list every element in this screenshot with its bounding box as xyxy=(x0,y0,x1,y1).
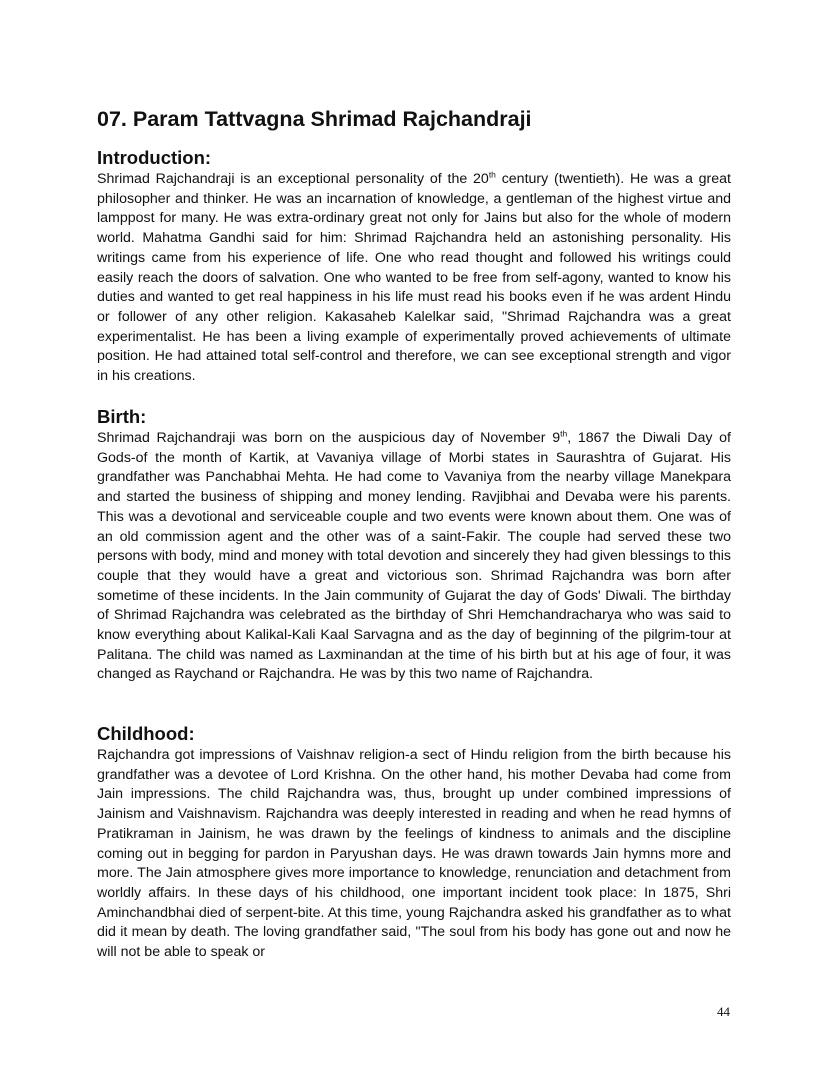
paragraph-text: Shrimad Rajchandraji is an exceptional personality of the 20 xyxy=(97,171,489,187)
superscript-text: th xyxy=(488,169,496,180)
chapter-title: 07. Param Tattvagna Shrimad Rajchandraji xyxy=(97,107,532,131)
paragraph-text: Shrimad Rajchandraji was born on the auspicious day of November 9 xyxy=(97,430,561,446)
superscript-text: th xyxy=(560,428,568,439)
paragraph-birth xyxy=(97,429,731,685)
paragraph-introduction xyxy=(97,170,731,387)
section-childhood xyxy=(97,721,731,963)
page-number: 44 xyxy=(717,1004,730,1019)
paragraph-text: century (twentieth). He was a great philosopher and thinker. He was an incarnation of knowledge, a gentleman of the highest virtue and lamppost for many. He was extra-ordinary great not only for Jains but also for the whole of modern world. Mahatma Gandhi said for him: Shrimad Rajchandra held an astonishing personality. His writings came from his experience of life. One who read thought and followed his writings could easily reach the doors of salvation. One who wanted to be free from self-agony, wanted to know his duties and wanted to get real happiness in his life must read his books even if he was ardent Hindu or follower of any other religion. Kakasaheb Kalelkar said, "Shrimad Rajchandra was a great experimentalist. He has been a living example of experimentally proved achievements of ultimate position. He had attained total self-control and therefore, we can see exceptional strength and vigor in his creations. xyxy=(97,171,731,385)
section-birth xyxy=(97,404,731,685)
paragraph-childhood: Rajchandra got impressions of Vaishnav religion-a sect of Hindu religion from the birth because his grandfather was a devotee of Lord Krishna. On the other hand, his mother Devaba had come from Jain impressions. The child Rajchandra was, thus, brought up under combined impressions of Jainism and Vaishnavism. Rajchandra was deeply interested in reading and when he read hymns of Pratikraman in Jainism, he was drawn by the feelings of kindness to animals and the discipline coming out in begging for pardon in Paryushan days. He was drawn towards Jain hymns more and more. The Jain atmosphere gives more importance to knowledge, renunciation and detachment from worldly affairs. In these days of his childhood, one important incident took place: In 1875, Shri Aminchandbhai died of serpent-bite. At this time, young Rajchandra asked his grandfather as to what did it mean by death. The loving grandfather said, "The soul from his body has gone out and now he will not be able to speak or xyxy=(97,747,731,961)
section-heading-birth: Birth: xyxy=(97,406,147,427)
section-heading-childhood: Childhood: xyxy=(97,723,195,744)
section-heading-introduction: Introduction: xyxy=(97,147,212,168)
section-introduction xyxy=(97,145,731,387)
paragraph-text: , 1867 the Diwali Day of Gods-of the month of Kartik, at Vavaniya village of Morbi states in Saurashtra of Gujarat. His grandfather was Panchabhai Mehta. He had come to Vavaniya from the nearby village Manekpara and started the business of shipping and money lending. Ravjibhai and Devaba were his parents. This was a devotional and serviceable couple and two events were known about them. One was of an old commission agent and the other was of a saint-Fakir. The couple had served these two persons with body, mind and money with total devotion and sincerely they had given blessings to this couple that they would have a great and victorious son. Shrimad Rajchandra was born after sometime of these incidents. In the Jain community of Gujarat the day of Gods' Diwali. The birthday of Shrimad Rajchandra was celebrated as the birthday of Shri Hemchandracharya who was said to know everything about Kalikal-Kali Kaal Sarvagna and as the day of beginning of the pilgrim-tour at Palitana. The child was named as Laxminandan at the time of his birth but at his age of four, it was changed as Raychand or Rajchandra. He was by this two name of Rajchandra. xyxy=(97,430,731,683)
